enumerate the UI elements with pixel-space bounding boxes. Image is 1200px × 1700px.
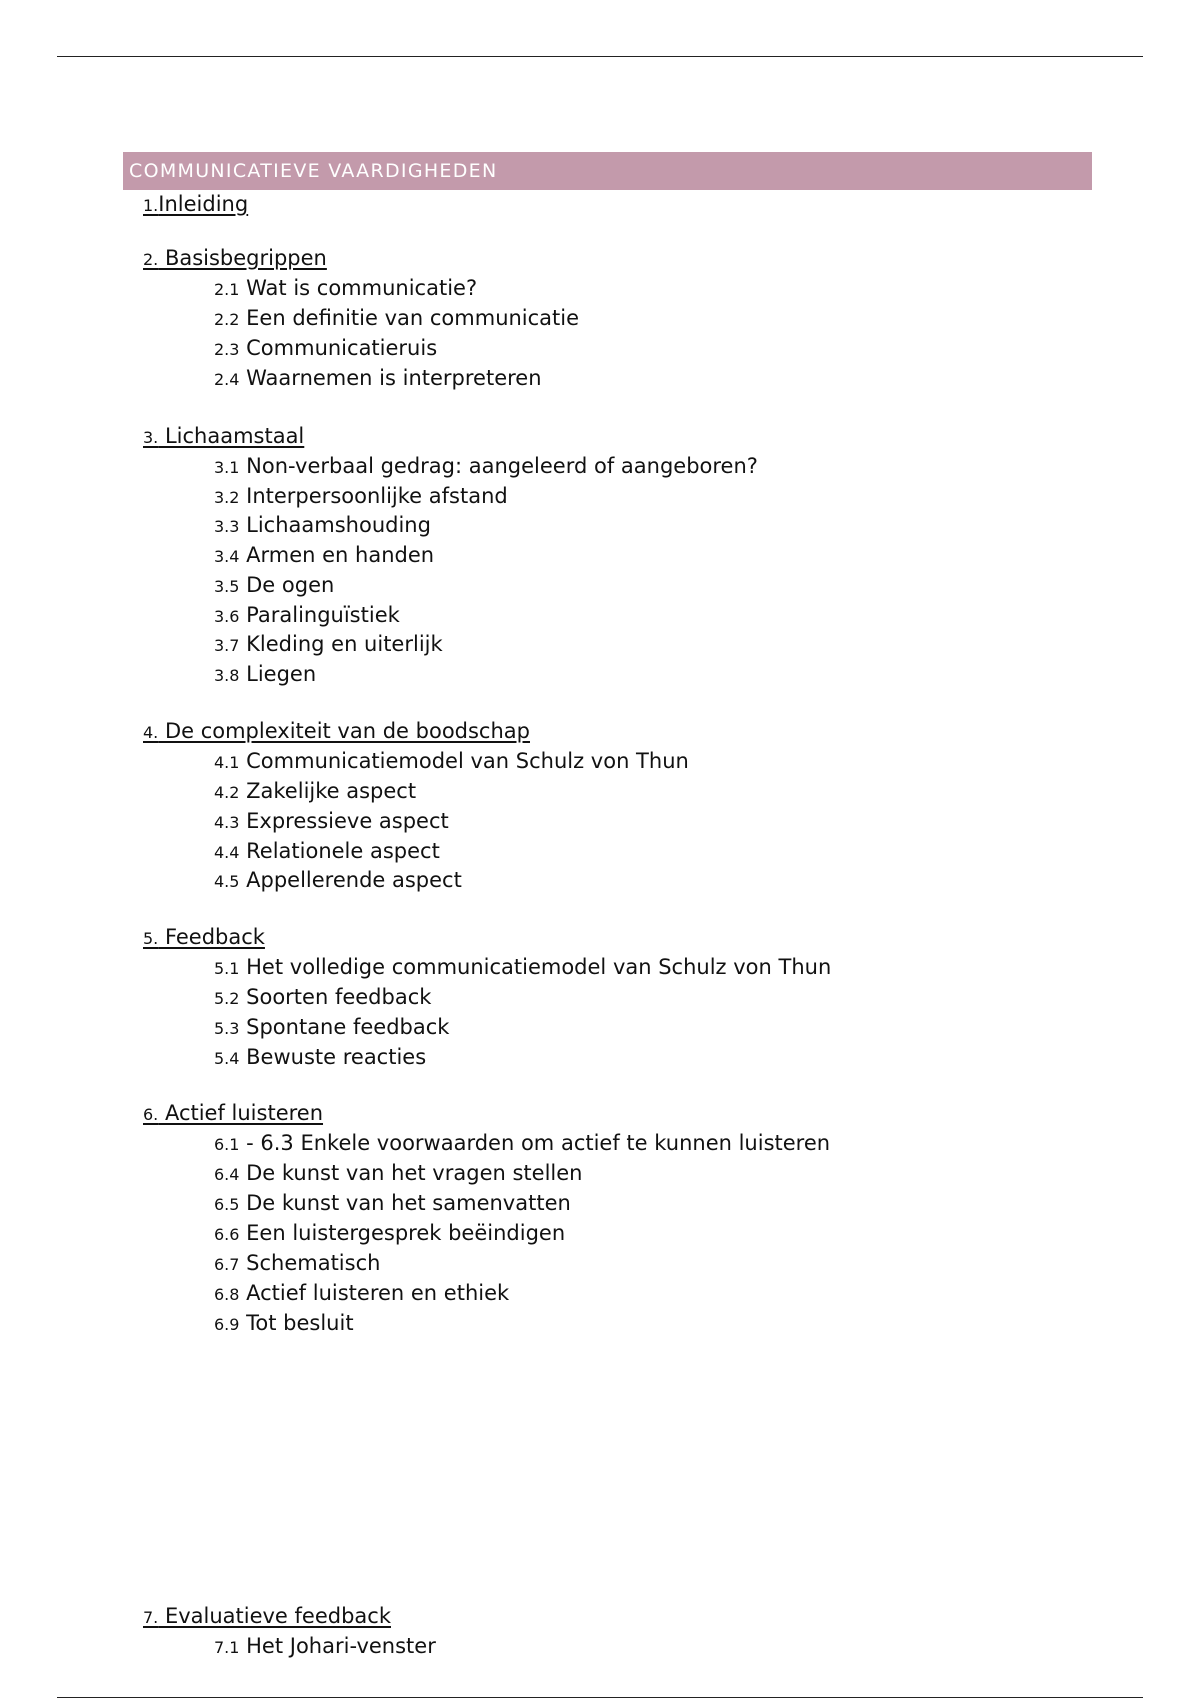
toc-item[interactable] [214,1310,354,1338]
item-number: 6.7 [214,1255,240,1274]
item-number: 3.5 [214,577,240,596]
item-number: 5.1 [214,959,240,978]
item-label: Lichaamshouding [246,513,431,537]
item-number: 2.2 [214,310,240,329]
toc-item[interactable] [214,778,416,806]
item-label: Non-verbaal gedrag: aangeleerd of aangeboren? [246,454,758,478]
item-number: 4.1 [214,753,240,772]
item-label: Schematisch [246,1251,381,1275]
item-number: 3.6 [214,607,240,626]
toc-item[interactable] [214,335,437,363]
item-number: 5.4 [214,1049,240,1068]
item-number: 6.5 [214,1195,240,1214]
toc-item[interactable] [214,365,542,393]
item-label: Kleding en uiterlijk [246,632,443,656]
toc-item[interactable] [214,1633,436,1661]
section-label: Evaluatieve feedback [158,1604,391,1628]
item-number: 6.6 [214,1225,240,1244]
toc-item[interactable] [214,1130,830,1158]
item-number: 3.3 [214,517,240,536]
item-label: Wat is communicatie? [246,276,478,300]
item-label: Liegen [246,662,317,686]
toc-item[interactable] [214,1190,571,1218]
item-number: 6.9 [214,1315,240,1334]
item-label: - 6.3 Enkele voorwaarden om actief te kunnen luisteren [239,1131,831,1155]
item-number: 5.3 [214,1019,240,1038]
toc-item[interactable] [214,572,334,600]
item-number: 2.4 [214,370,240,389]
item-label: Waarnemen is interpreteren [246,366,542,390]
item-label: Communicatiemodel van Schulz von Thun [246,749,689,773]
item-number: 3.7 [214,636,240,655]
toc-item[interactable] [214,1044,426,1072]
item-number: 2.3 [214,340,240,359]
item-label: Het volledige communicatiemodel van Schulz von Thun [246,955,832,979]
toc-item[interactable] [214,867,462,895]
section-number: 4. [143,723,159,742]
toc-section-heading[interactable] [143,423,304,451]
item-label: Actief luisteren en ethiek [246,1281,510,1305]
item-number: 3.2 [214,488,240,507]
toc-section-heading[interactable] [143,718,530,746]
toc-item[interactable] [214,453,758,481]
toc-item[interactable] [214,808,449,836]
toc-item[interactable] [214,1220,565,1248]
section-label: Lichaamstaal [158,424,305,448]
item-label: Spontane feedback [246,1015,450,1039]
toc-item[interactable] [214,838,440,866]
section-label: Inleiding [158,192,249,216]
item-label: De kunst van het samenvatten [246,1191,571,1215]
item-label: De kunst van het vragen stellen [246,1161,583,1185]
item-label: Soorten feedback [246,985,432,1009]
toc-item[interactable] [214,954,831,982]
item-number: 4.5 [214,872,240,891]
toc-item[interactable] [214,512,431,540]
item-number: 3.1 [214,458,240,477]
item-number: 7.1 [214,1638,240,1657]
item-number: 6.8 [214,1285,240,1304]
item-label: Een definitie van communicatie [246,306,580,330]
item-label: Zakelijke aspect [246,779,417,803]
section-label: De complexiteit van de boodschap [158,719,530,743]
section-number: 7. [143,1608,159,1627]
item-label: Communicatieruis [246,336,438,360]
toc-section-heading[interactable] [143,191,248,219]
section-number: 5. [143,929,159,948]
section-number: 6. [143,1105,159,1124]
document-title: COMMUNICATIEVE VAARDIGHEDEN [129,160,498,182]
item-label: Het Johari-venster [246,1634,436,1658]
toc-section-heading[interactable] [143,924,265,952]
toc-item[interactable] [214,483,508,511]
toc-item[interactable] [214,1160,582,1188]
toc-item[interactable] [214,275,477,303]
item-number: 2.1 [214,280,240,299]
toc-item[interactable] [214,542,434,570]
section-number: 1. [143,196,159,215]
section-label: Actief luisteren [158,1101,324,1125]
toc-item[interactable] [214,1250,380,1278]
item-number: 6.4 [214,1165,240,1184]
item-label: Armen en handen [246,543,435,567]
toc-item[interactable] [214,305,579,333]
item-label: Interpersoonlijke afstand [246,484,508,508]
item-number: 4.4 [214,843,240,862]
item-label: De ogen [246,573,335,597]
toc-item[interactable] [214,984,431,1012]
item-label: Appellerende aspect [246,868,462,892]
item-label: Relationele aspect [246,839,440,863]
item-number: 3.8 [214,666,240,685]
item-label: Een luistergesprek beëindigen [246,1221,566,1245]
item-label: Expressieve aspect [246,809,449,833]
item-label: Bewuste reacties [246,1045,427,1069]
toc-item[interactable] [214,1280,509,1308]
section-label: Feedback [158,925,265,949]
footer-rule [57,1697,1143,1698]
item-number: 3.4 [214,547,240,566]
item-number: 5.2 [214,989,240,1008]
section-number: 3. [143,428,159,447]
toc-section-heading[interactable] [143,245,327,273]
toc-section-heading[interactable] [143,1100,323,1128]
toc-item[interactable] [214,631,443,659]
item-number: 4.2 [214,783,240,802]
item-label: Tot besluit [246,1311,354,1335]
item-label: Paralinguïstiek [246,603,400,627]
toc-item[interactable] [214,602,400,630]
section-number: 2. [143,250,159,269]
toc-item[interactable] [214,748,689,776]
toc-item[interactable] [214,1014,449,1042]
item-number: 6.1 [214,1135,240,1154]
item-number: 4.3 [214,813,240,832]
toc-section-heading[interactable] [143,1603,391,1631]
section-label: Basisbegrippen [158,246,327,270]
toc-item[interactable] [214,661,316,689]
